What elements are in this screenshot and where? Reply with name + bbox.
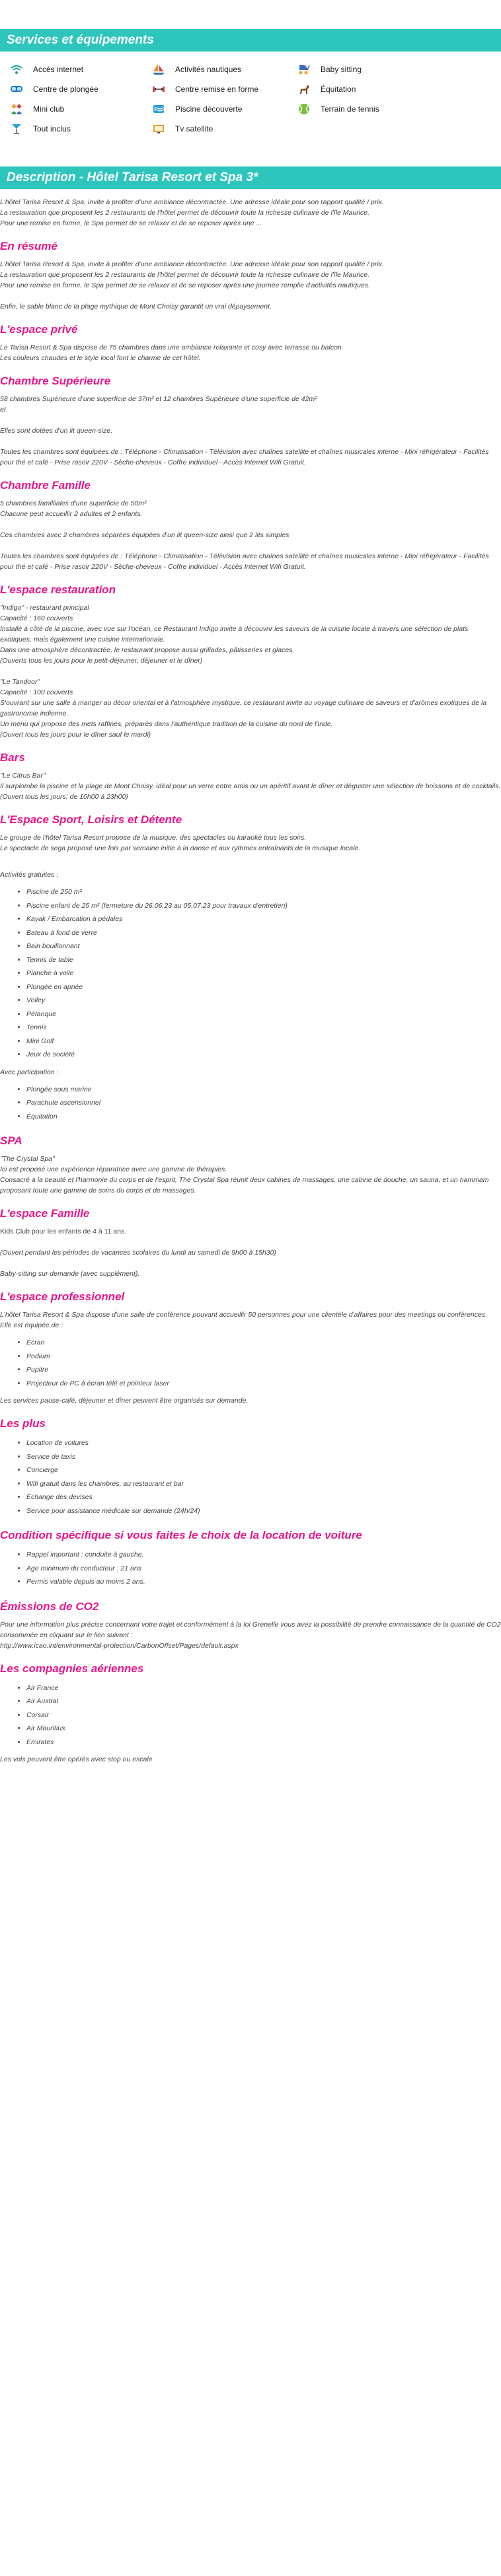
stroller-icon [297, 63, 311, 75]
service-item: Tv satellite [151, 119, 297, 139]
paragraph: Elles sont dotées d'un lit queen-size. [0, 427, 113, 435]
paragraph: Installé à côté de la piscine, avec vue sur l'océan, ce Restaurant Indigo invite à découvrir les saveurs de la cuisine locale à travers une sélection de plats exotiques, mais également une cuisine internationale. [0, 625, 469, 644]
paragraph: S'ouvrant sur une salle à manger au décor oriental et à l'atmosphère mystique, ce restaurant invite au voyage culinaire de saveurs et d'arômes exotiques de la gastronomie indienne. [0, 699, 487, 718]
paragraph: La restauration que proposent les 2 restaurants de l'hôtel permet de découvrir toute la richesse culinaire de l'île Maurice. [0, 271, 370, 279]
list-item: • Age minimum du conducteur : 21 ans [26, 1562, 501, 1576]
section-title: L'espace professionnel [0, 1290, 125, 1303]
paragraph: Pour une remise en forme, le Spa permet de se relaxer et de se reposer après une journée remplie d'activités nautiques. [0, 281, 370, 289]
service-item: Terrain de tennis [297, 99, 416, 119]
service-item: Accès internet [9, 59, 151, 79]
fitness-icon [151, 83, 166, 95]
paragraph: Activités gratuites : [0, 871, 59, 879]
list-item: • Volley [26, 994, 501, 1008]
section-title: Chambre Supérieure [0, 375, 111, 387]
paragraph: Il surplombe la piscine et la plage de Mont Choisy, idéal pour un verre entre amis ou un apéritif avant le dîner et déguster une sélection de boissons et de cocktails. [0, 782, 501, 790]
service-item: Centre de plongée [9, 79, 151, 99]
intro-text: La restauration que proposent les 2 restaurants de l'hôtel permet de découvrir toute la richesse culinaire de l'île Maurice. [0, 209, 370, 217]
paragraph: Les couleurs chaudes et le style local font le charme de cet hôtel. [0, 354, 201, 362]
list-item: • Service pour assistance médicale sur demande (24h/24) [26, 1504, 501, 1518]
list-item: • Écran [26, 1336, 501, 1350]
list-item: • Mini Golf [26, 1035, 501, 1049]
list-item: • Echange des devises [26, 1490, 501, 1504]
paragraph: Capacité : 100 couverts [0, 688, 73, 696]
pro-equipment-list [0, 1336, 501, 1390]
paragraph: 5 chambres familliales d'une superficie de 50m² [0, 499, 147, 507]
section-title: Les compagnies aériennes [0, 1662, 144, 1675]
paragraph: L'hôtel Tarisa Resort & Spa dispose d'une salle de conférence pouvant accueillir 50 personnes pour une clientèle d'affaires pour des meetings ou conférences. [0, 1311, 487, 1319]
service-item: Piscine découverte [151, 99, 297, 119]
paragraph: Le spectacle de sega proposé une fois par semaine initie à la danse et aux rythmes entraînants de la musique locale. [0, 844, 361, 852]
paragraph: Le groupe de l'hôtel Tarisa Resort propose de la musique, des spectacles ou karaoké tous les soirs. [0, 834, 307, 842]
list-item: • Plongée en apnée [26, 980, 501, 994]
paragraph: Les services pause-café, déjeuner et dîner peuvent être organisés sur demande. [0, 1397, 249, 1405]
paragraph: Pour une information plus précise concernant votre trajet et conformément à la loi Grenelle vous avez la possibilité de prendre connaissance de la quantité de CO2 consommée en cliquant sur le lien suivant : [0, 1620, 501, 1639]
intro-text: Pour une remise en forme, le Spa permet de se relaxer et de se reposer après une ... [0, 219, 262, 227]
list-item: • Corsair [26, 1709, 501, 1722]
description-banner [0, 166, 501, 189]
paid-activities-list [0, 1083, 501, 1124]
list-item: • Pupitre [26, 1363, 501, 1377]
section-title: L'Espace Sport, Loisirs et Détente [0, 813, 182, 826]
list-item: • Air Mauritius [26, 1722, 501, 1736]
service-item: Activités nautiques [151, 59, 297, 79]
airlines-list [0, 1681, 501, 1749]
section-title: SPA [0, 1134, 22, 1147]
section-title: Bars [0, 751, 25, 764]
paragraph: Kids Club pour les enfants de 4 à 11 ans. [0, 1228, 127, 1235]
list-item: • Piscine de 250 m² [26, 885, 501, 899]
paragraph: "Le Citrus Bar" [0, 772, 46, 780]
free-activities-list [0, 885, 501, 1062]
list-item: • Wifi gratuit dans les chambres, au restaurant et bar [26, 1477, 501, 1491]
list-item: • Planche à voile [26, 967, 501, 980]
list-item: • Permis valable depuis au moins 2 ans. [26, 1575, 501, 1589]
paragraph: Avec participation : [0, 1068, 59, 1076]
paragraph: L'hôtel Tarisa Resort & Spa, invite à profiter d'une ambiance décontractée. Une adresse idéale pour son rapport qualité / prix. [0, 260, 384, 268]
paragraph: (Ouverts tous les jours pour le petit-déjeuner, déjeuner et le dîner) [0, 657, 203, 665]
list-item: • Projecteur de PC à écran télé et pointeur laser [26, 1377, 501, 1391]
service-item: Centre remise en forme [151, 79, 297, 99]
paragraph: Chacune peut accueillir 2 adultes et 2 enfants. [0, 510, 143, 518]
description-title: Description - Hôtel Tarisa Resort et Spa 3* [7, 170, 258, 184]
list-item: • Jeux de société [26, 1048, 501, 1062]
section-title: En résumé [0, 240, 58, 252]
section-title: Émissions de CO2 [0, 1600, 99, 1613]
service-item: Baby sitting [297, 59, 416, 79]
section-title: Condition spécifique si vous faites le choix de la location de voiture [0, 1529, 362, 1541]
paragraph: "The Crystal Spa" [0, 1155, 55, 1163]
paragraph: Enfin, le sable blanc de la plage mythique de Mont Choisy garantit un vrai dépaysement. [0, 303, 272, 311]
list-item: • Piscine enfant de 25 m² (fermeture du 26.06.23 au 05.07.23 pour travaux d'entretien) [26, 899, 501, 913]
paragraph: Toutes les chambres sont équipées de : Téléphone - Climatisation - Télévision avec chaînes satellite et chaînes musicales interne - Mini réfrigérateur - Facilités pour thé et café - Prise rasoir 220V - Sèche-cheveux - Coffre individuel - Accès Internet Wifi Gratuit. [0, 552, 489, 571]
paragraph: Consacré à la beauté et l'harmonie du corps et de l'esprit, The Crystal Spa réunit deux cabines de massages, une cabine de douche, un sauna, et un hammam proposant toute une gamme de soins du corps et de massages. [0, 1176, 489, 1195]
section-title: L'espace restauration [0, 583, 116, 596]
list-item: • Service de taxis [26, 1450, 501, 1464]
services-title: Services et équipements [7, 33, 154, 47]
cocktail-icon [9, 123, 24, 135]
intro-text: L'hôtel Tarisa Resort & Spa, invite à profiter d'une ambiance décontractée. Une adresse idéale pour son rapport qualité / prix. [0, 198, 384, 206]
co2-link[interactable]: http://www.icao.int/environmental-protection/CarbonOffset/Pages/default.aspx [0, 1641, 239, 1650]
paragraph: Baby-sitting sur demande (avec supplément). [0, 1270, 140, 1278]
description-content [0, 189, 501, 1765]
paragraph: Elle est équipée de : [0, 1321, 63, 1329]
list-item: • Rappel important : conduite à gauche. [26, 1548, 501, 1562]
list-item: • Emirates [26, 1736, 501, 1749]
paragraph: Ici est proposé une expérience réparatrice avec une gamme de thérapies. [0, 1165, 227, 1173]
list-item: • Podium [26, 1350, 501, 1364]
services-banner [0, 29, 501, 52]
paragraph: Ces chambres avec 2 chambres séparées équipées d'un lit queen-size ainsi que 2 lits simples [0, 531, 289, 539]
section-title: Les plus [0, 1417, 46, 1430]
section-title: L'espace privé [0, 323, 78, 336]
paragraph: et [0, 406, 6, 414]
service-item: Tout inclus [9, 119, 151, 139]
list-item: • Tennis [26, 1021, 501, 1035]
list-item: • Location de voitures [26, 1436, 501, 1450]
list-item: • Bateau à fond de verre [26, 926, 501, 940]
tennis-icon [297, 103, 311, 115]
list-item: • Air Austral [26, 1695, 501, 1709]
paragraph: Le Tarisa Resort & Spa dispose de 75 chambres dans une ambiance relaxante et cosy avec terrasse ou balcon. [0, 344, 344, 351]
paragraph: "Indigo" - restaurant principal [0, 604, 89, 612]
section-title: L'espace Famille [0, 1207, 90, 1220]
horse-icon [297, 83, 311, 95]
paragraph: Capacité : 160 couverts [0, 614, 73, 622]
list-item: • Parachute ascensionnel [26, 1096, 501, 1110]
paragraph: "Le Tandoor" [0, 678, 40, 686]
service-item: Mini club [9, 99, 151, 119]
list-item: • Plongée sous marine [26, 1083, 501, 1097]
tv-icon [151, 123, 166, 135]
service-item: Équitation [297, 79, 416, 99]
kids-icon [9, 103, 24, 115]
paragraph: (Ouvert pendant les périodes de vacances scolaires du lundi au samedi de 9h00 à 15h30) [0, 1249, 276, 1257]
paragraph: Dans une atmosphère décontractée, le restaurant propose aussi grillades, pâtisseries et glaces. [0, 646, 295, 654]
list-item: • Bain bouillonnant [26, 939, 501, 953]
paragraph: Les vols peuvent être opérés avec stop ou escale [0, 1755, 153, 1763]
paragraph: Un menu qui propose des mets raffinés, préparés dans l'authentique tradition de la cuisine du nord de l'Inde. [0, 720, 333, 728]
section-title: Chambre Famille [0, 479, 91, 492]
paragraph: Toutes les chambres sont équipées de : Téléphone - Climatisation - Télévision avec chaînes satellite et chaînes musicales interne - Mini réfrigérateur - Facilités pour thé et café - Prise rasoir 220V - Sèche-cheveux - Coffre individuel - Accès Internet Wifi Gratuit. [0, 448, 489, 466]
list-item: • Concierge [26, 1463, 501, 1477]
car-rental-list [0, 1548, 501, 1589]
sailboat-icon [151, 63, 166, 75]
list-item: • Kayak / Embarcation à pédales [26, 912, 501, 926]
list-item: • Tennis de table [26, 953, 501, 967]
paragraph: (Ouvert tous les jours: de 10h00 à 23h00) [0, 793, 128, 801]
pool-icon [151, 103, 166, 115]
plus-list [0, 1436, 501, 1518]
list-item: • Pétanque [26, 1008, 501, 1021]
list-item: • Équitation [26, 1110, 501, 1124]
wifi-icon [9, 63, 24, 75]
list-item: • Air France [26, 1681, 501, 1695]
paragraph: (Ouvert tous les jours pour le dîner sauf le mardi) [0, 731, 151, 739]
paragraph: 58 chambres Supérieure d'une superficie de 37m² et 12 chambres Supérieure d'une superficie de 42m² [0, 395, 317, 403]
diving-icon [9, 83, 24, 95]
services-grid [0, 52, 501, 143]
